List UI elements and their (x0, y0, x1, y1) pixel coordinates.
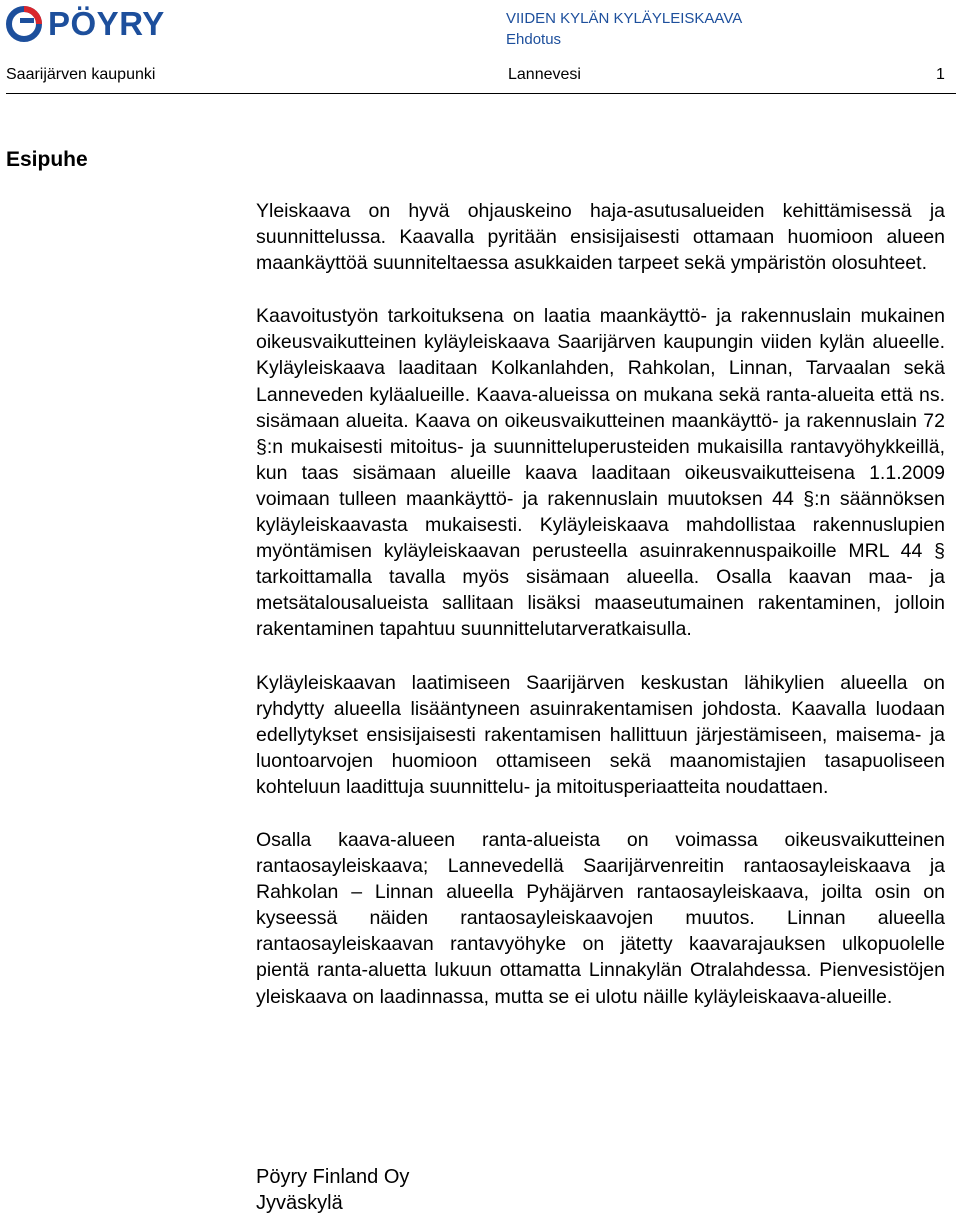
lake-label: Lannevesi (508, 66, 581, 83)
paragraph: Yleiskaava on hyvä ohjauskeino haja-asutusalueiden kehittämisessä ja suunnittelussa. Kaavalla pyritään ensisijaisesti ottamaan huomioon alueen maankäyttöä suunniteltaessa asukkaiden tarpeet sekä ympäristön olosuhteet. (256, 200, 945, 275)
signature-block (256, 1164, 409, 1216)
header-divider (6, 93, 956, 94)
document-status: Ehdotus (506, 31, 562, 48)
municipality-label: Saarijärven kaupunki (6, 66, 156, 83)
logo-wordmark: PÖYRY (48, 5, 165, 42)
document-header (506, 8, 742, 50)
paragraph: Kaavoitustyön tarkoituksena on laatia maankäyttö- ja rakennuslain mukainen oikeusvaikutteinen kyläyleiskaava Saarijärven kaupungin viiden kylän alueelle. Kyläyleiskaava laaditaan Kolkanlahden, Rahkolan, Linnan, Tarvaalan sekä Lanneveden kyläalueille. Kaava-alueissa on mukana sekä ranta-alueita että ns. sisämaan alueita. Kaava on oikeusvaikutteinen maankäyttö- ja rakennuslain 72 §:n mukaisesti mitoitus- ja suunnitteluperusteiden mukaisilla rantavyöhykkeillä, kun taas sisämaan alueille kaava laaditaan oikeusvaikutteisena 1.1.2009 voimaan tulleen maankäyttö- ja rakennuslain muutoksen 44 §:n säännöksen kyläyleiskaavasta mukaisesti. Kyläyleiskaava mahdollistaa rakennuslupien myöntämisen kyläyleiskaavan perusteella asuinrakennuspaikoille MRL 44 § tarkoittamalla tavalla myös sisämaan alueella. Osalla kaavan maa- ja metsätalousalueista sallitaan lisäksi maaseutumainen rakentaminen, jolloin rakentaminen tapahtuu suunnittelutarveratkaisulla. (256, 305, 945, 641)
signature-company: Pöyry Finland Oy (256, 1166, 410, 1188)
poyry-logo (6, 4, 165, 44)
paragraph: Osalla kaava-alueen ranta-alueista on voimassa oikeusvaikutteinen rantaosayleiskaava; Lannevedellä Saarijärvenreitin rantaosayleiskaava ja Rahkolan – Linnan alueella Pyhäjärven rantaosayleiskaava, joilta osin on kyseessä näiden rantaosayleiskaavojen muutos. Linnan alueella rantaosayleiskaavan rantavyöhyke on jätetty kaavarajauksen ulkopuolelle pientä ranta-aluetta lukuun ottamatta Linnakylän Otralahdessa. Pienvesistöjen yleiskaava on laadinnassa, mutta se ei ulotu näille kyläyleiskaava-alueille. (256, 828, 945, 1008)
running-header (6, 64, 950, 88)
paragraph: Kyläyleiskaavan laatimiseen Saarijärven keskustan lähikylien alueella on ryhdytty alueella lisääntyneen asuinrakentamisen johdosta. Kaavalla luodaan edellytykset ensisijaisesti rakentamisen hallittuun järjestämiseen, maisema- ja luontoarvojen huomioon ottamiseen sekä maanomistajien tasapuoliseen kohteluun laadittuja suunnittelu- ja mitoitusperiaatteita noudattaen. (256, 671, 945, 798)
section-heading: Esipuhe (6, 148, 88, 171)
body-text (256, 198, 945, 1037)
poyry-logo-icon (6, 6, 42, 42)
page-number: 1 (936, 66, 945, 83)
signature-city: Jyväskylä (256, 1192, 343, 1214)
document-title: VIIDEN KYLÄN KYLÄYLEISKAAVA (506, 10, 743, 27)
